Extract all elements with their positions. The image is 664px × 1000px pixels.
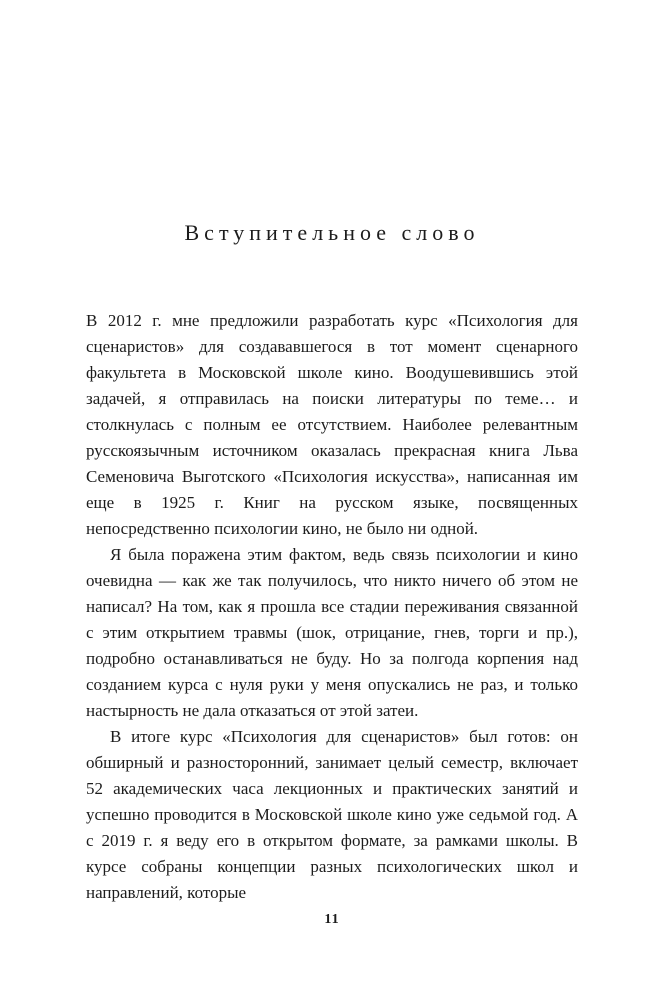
page-footer [0, 910, 664, 928]
paragraph: В итоге курс «Психология для сценаристов» был готов: он обширный и разносторонний, занимает целый семестр, включает 52 академических часа лекционных и практических занятий и успешно проводится в Московской школе кино уже седьмой год. А с 2019 г. я веду его в открытом формате, за рамками школы. В курсе собраны концепции разных психологических школ и направлений, которые [86, 727, 578, 902]
paragraph: В 2012 г. мне предложили разработать курс «Психология для сценаристов» для создававшегося в тот момент сценарного факультета в Московской школе кино. Воодушевившись этой задачей, я отправилась на поиски литературы по теме… и столкнулась с полным ее отсутствием. Наиболее релевантным русскоязычным источником оказалась прекрасная книга Льва Семеновича Выготского «Психология искусства», написанная им еще в 1925 г. Книг на русском языке, посвященных непосредственно психологии кино, не было ни одной. [86, 311, 578, 538]
chapter-title: Вступительное слово [184, 220, 480, 245]
paragraph: Я была поражена этим фактом, ведь связь психологии и кино очевидна — как же так получилось, что никто ничего об этом не написал? На том, как я прошла все стадии переживания связанной с этим открытием травмы (шок, отрицание, гнев, торги и пр.), подробно останавливаться не буду. Но за полгода корпения над созданием курса с нуля руки у меня опускались не раз, и только настырность не дала отказаться от этой затеи. [86, 545, 578, 720]
page-number: 11 [324, 912, 340, 927]
body-text [86, 308, 578, 906]
